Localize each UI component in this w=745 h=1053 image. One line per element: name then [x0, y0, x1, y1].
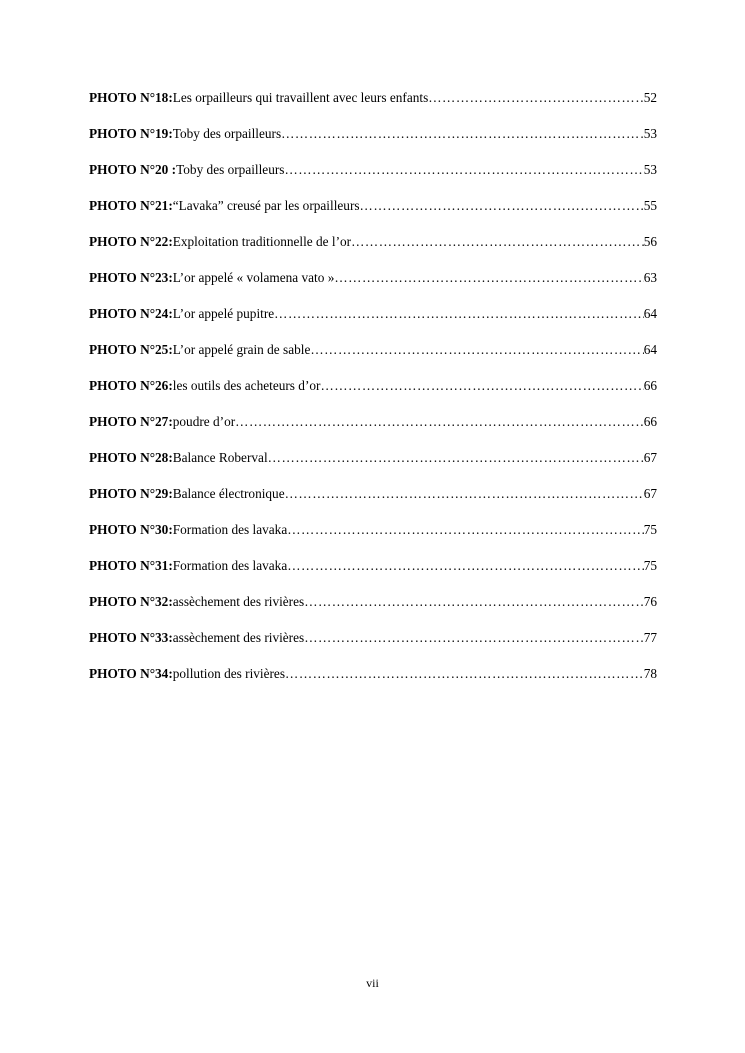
toc-entry-page: 78 — [643, 666, 657, 681]
toc-entry-label: PHOTO N°24: — [89, 306, 173, 321]
toc-entry-label: PHOTO N°22: — [89, 234, 173, 249]
toc-entry-label: PHOTO N°20 : — [89, 162, 177, 177]
toc-entry-label: PHOTO N°23: — [89, 270, 173, 285]
table-of-photos — [89, 88, 657, 700]
toc-entry-label: PHOTO N°31: — [89, 558, 173, 573]
dot-leader — [284, 160, 643, 180]
dot-leader — [274, 304, 644, 324]
toc-entry-page: 66 — [643, 378, 657, 393]
toc-entry-label: PHOTO N°25: — [89, 342, 173, 357]
toc-entry-label: PHOTO N°32: — [89, 594, 173, 609]
dot-leader — [235, 412, 644, 432]
dot-leader — [310, 340, 643, 360]
toc-entry-page: 53 — [643, 162, 657, 177]
toc-entry-page: 76 — [643, 594, 657, 609]
toc-entry-title: Toby des orpailleurs — [172, 126, 282, 141]
toc-entry-page: 77 — [643, 630, 657, 645]
toc-entry-page: 52 — [643, 90, 657, 105]
toc-entry-label: PHOTO N°30: — [89, 522, 173, 537]
dot-leader — [320, 376, 643, 396]
toc-entry-title: “Lavaka” creusé par les orpailleurs — [172, 198, 360, 213]
toc-entry-page: 75 — [643, 522, 657, 537]
toc-entry-title: Exploitation traditionnelle de l’or — [172, 234, 352, 249]
toc-entry-title: poudre d’or — [172, 414, 236, 429]
toc-entry-26 — [89, 376, 657, 412]
toc-entry-page: 66 — [643, 414, 657, 429]
toc-entry-title: L’or appelé pupitre — [172, 306, 275, 321]
toc-entry-title: Toby des orpailleurs — [176, 162, 285, 177]
toc-entry-29 — [89, 484, 657, 520]
dot-leader — [285, 664, 644, 684]
toc-entry-34 — [89, 664, 657, 700]
toc-entry-33 — [89, 628, 657, 664]
toc-entry-label: PHOTO N°19: — [89, 126, 173, 141]
toc-entry-31 — [89, 556, 657, 592]
toc-entry-title: Formation des lavaka — [172, 558, 288, 573]
toc-entry-title: Formation des lavaka — [172, 522, 288, 537]
toc-entry-label: PHOTO N°27: — [89, 414, 173, 429]
dot-leader — [304, 592, 644, 612]
toc-entry-label: PHOTO N°34: — [89, 666, 173, 681]
toc-entry-21 — [89, 196, 657, 232]
toc-entry-title: assèchement des rivières — [172, 594, 305, 609]
toc-entry-label: PHOTO N°28: — [89, 450, 173, 465]
toc-entry-title: Les orpailleurs qui travaillent avec leurs enfants — [172, 90, 429, 105]
toc-entry-25 — [89, 340, 657, 376]
toc-entry-22 — [89, 232, 657, 268]
toc-entry-label: PHOTO N°33: — [89, 630, 173, 645]
toc-entry-30 — [89, 520, 657, 556]
toc-entry-19 — [89, 124, 657, 160]
toc-entry-23 — [89, 268, 657, 304]
toc-entry-32 — [89, 592, 657, 628]
dot-leader — [351, 232, 644, 252]
dot-leader — [360, 196, 644, 216]
dot-leader — [285, 484, 644, 504]
toc-entry-18 — [89, 88, 657, 124]
dot-leader — [281, 124, 644, 144]
toc-entry-page: 67 — [643, 450, 657, 465]
toc-entry-page: 53 — [643, 126, 657, 141]
toc-entry-20 — [89, 160, 657, 196]
toc-entry-title: L’or appelé grain de sable — [172, 342, 311, 357]
dot-leader — [334, 268, 643, 288]
toc-entry-24 — [89, 304, 657, 340]
dot-leader — [287, 556, 643, 576]
toc-entry-label: PHOTO N°18: — [89, 90, 173, 105]
toc-entry-28 — [89, 448, 657, 484]
toc-entry-title: les outils des acheteurs d’or — [172, 378, 321, 393]
toc-entry-title: Balance électronique — [172, 486, 285, 501]
toc-entry-title: Balance Roberval — [172, 450, 268, 465]
toc-entry-page: 55 — [643, 198, 657, 213]
toc-entry-page: 63 — [643, 270, 657, 285]
toc-entry-label: PHOTO N°21: — [89, 198, 173, 213]
toc-entry-page: 67 — [643, 486, 657, 501]
toc-entry-title: pollution des rivières — [172, 666, 286, 681]
toc-entry-label: PHOTO N°26: — [89, 378, 173, 393]
dot-leader — [428, 88, 643, 108]
toc-entry-label: PHOTO N°29: — [89, 486, 173, 501]
toc-entry-page: 56 — [643, 234, 657, 249]
toc-entry-title: L’or appelé « volamena vato » — [172, 270, 335, 285]
toc-entry-title: assèchement des rivières — [172, 630, 305, 645]
dot-leader — [304, 628, 644, 648]
toc-entry-27 — [89, 412, 657, 448]
page-number: vii — [366, 976, 379, 990]
toc-entry-page: 64 — [643, 306, 657, 321]
toc-entry-page: 64 — [643, 342, 657, 357]
dot-leader — [287, 520, 643, 540]
dot-leader — [268, 448, 644, 468]
toc-entry-page: 75 — [643, 558, 657, 573]
